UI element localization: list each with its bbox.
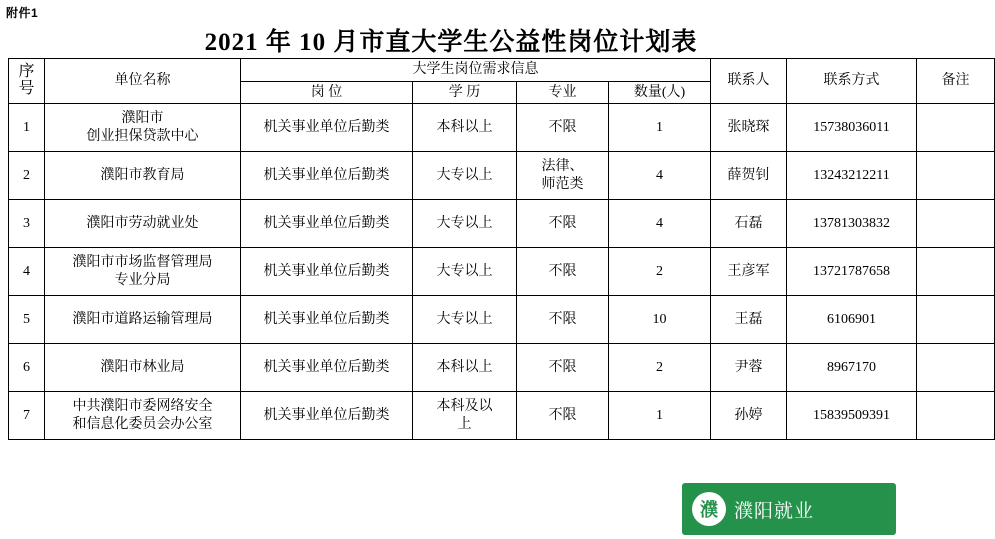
header-post: 岗 位 <box>241 81 413 104</box>
cell-education-line1: 本科及以 <box>436 399 493 414</box>
cell-contact-person: 石磊 <box>711 200 787 248</box>
header-demand-group: 大学生岗位需求信息 <box>241 59 711 82</box>
cell-unit-name-line1: 濮阳市劳动就业处 <box>86 215 199 231</box>
cell-education: 本科以上 <box>413 104 517 152</box>
cell-quantity: 10 <box>609 296 711 344</box>
cell-education: 大专以上 <box>413 200 517 248</box>
page-title: 2021 年 10 月市直大学生公益性岗位计划表 <box>204 29 698 56</box>
cell-unit-name-line2: 创业担保贷款中心 <box>86 128 199 144</box>
cell-quantity: 2 <box>609 248 711 296</box>
header-major: 专业 <box>517 81 609 104</box>
cell-major-line1: 法律、 <box>541 159 584 174</box>
cell-quantity: 4 <box>609 200 711 248</box>
cell-unit-name <box>45 104 241 152</box>
cell-seq: 7 <box>9 392 45 440</box>
cell-contact-person: 张晓琛 <box>711 104 787 152</box>
cell-post: 机关事业单位后勤类 <box>241 296 413 344</box>
cell-major: 不限 <box>517 344 609 392</box>
cell-quantity: 1 <box>609 392 711 440</box>
cell-unit-name-line1: 濮阳市市场监督管理局 <box>72 255 213 270</box>
watermark-logo-icon: 濮 <box>692 492 726 526</box>
cell-remark <box>917 392 995 440</box>
header-quantity: 数量(人) <box>609 81 711 104</box>
cell-seq: 3 <box>9 200 45 248</box>
cell-remark <box>917 104 995 152</box>
cell-unit-name-line1: 中共濮阳市委网络安全 <box>72 399 213 414</box>
cell-unit-name-line2: 和信息化委员会办公室 <box>72 416 213 432</box>
cell-unit-name-line1: 濮阳市林业局 <box>100 359 185 375</box>
table-row <box>9 344 995 392</box>
watermark-badge <box>682 483 896 535</box>
cell-contact-method: 13781303832 <box>787 200 917 248</box>
cell-unit-name-line2: 专业分局 <box>114 272 171 288</box>
header-education: 学 历 <box>413 81 517 104</box>
cell-contact-person: 王彦军 <box>711 248 787 296</box>
header-contact-person: 联系人 <box>711 59 787 104</box>
cell-major: 不限 <box>517 200 609 248</box>
cell-post: 机关事业单位后勤类 <box>241 104 413 152</box>
cell-remark <box>917 344 995 392</box>
plan-table <box>8 58 995 440</box>
table-header-row-1 <box>9 59 995 82</box>
table-row <box>9 296 995 344</box>
cell-contact-person: 王磊 <box>711 296 787 344</box>
cell-education-line2: 上 <box>457 416 472 432</box>
cell-unit-name <box>45 296 241 344</box>
cell-remark <box>917 152 995 200</box>
cell-unit-name-line1: 濮阳市教育局 <box>100 167 185 183</box>
cell-unit-name <box>45 248 241 296</box>
cell-contact-person: 薛贺钊 <box>711 152 787 200</box>
cell-contact-method: 8967170 <box>787 344 917 392</box>
cell-unit-name-line1: 濮阳市道路运输管理局 <box>72 311 213 327</box>
table-row <box>9 104 995 152</box>
header-remark: 备注 <box>917 59 995 104</box>
watermark-text: 濮阳就业 <box>734 500 815 522</box>
cell-education: 本科以上 <box>413 344 517 392</box>
cell-contact-person: 尹蓉 <box>711 344 787 392</box>
cell-seq: 5 <box>9 296 45 344</box>
cell-remark <box>917 296 995 344</box>
cell-seq: 6 <box>9 344 45 392</box>
cell-education: 大专以上 <box>413 152 517 200</box>
cell-contact-method: 13243212211 <box>787 152 917 200</box>
header-contact-method: 联系方式 <box>787 59 917 104</box>
cell-unit-name-line1: 濮阳市 <box>121 111 164 126</box>
cell-education <box>413 392 517 440</box>
cell-major: 不限 <box>517 296 609 344</box>
cell-contact-person: 孙婷 <box>711 392 787 440</box>
header-seq <box>9 59 45 104</box>
cell-post: 机关事业单位后勤类 <box>241 152 413 200</box>
cell-seq: 1 <box>9 104 45 152</box>
header-unit-name: 单位名称 <box>45 59 241 104</box>
cell-contact-method: 6106901 <box>787 296 917 344</box>
table-row <box>9 200 995 248</box>
attachment-label: 附件1 <box>6 6 39 20</box>
cell-major: 不限 <box>517 104 609 152</box>
cell-major-line2: 师范类 <box>541 176 584 192</box>
cell-major <box>517 152 609 200</box>
cell-unit-name <box>45 200 241 248</box>
cell-contact-method: 13721787658 <box>787 248 917 296</box>
header-seq-line1: 序 <box>18 63 35 81</box>
cell-post: 机关事业单位后勤类 <box>241 344 413 392</box>
cell-education: 大专以上 <box>413 296 517 344</box>
header-seq-line2: 号 <box>18 80 35 97</box>
cell-post: 机关事业单位后勤类 <box>241 248 413 296</box>
cell-education: 大专以上 <box>413 248 517 296</box>
cell-remark <box>917 248 995 296</box>
table-row <box>9 152 995 200</box>
cell-unit-name <box>45 344 241 392</box>
cell-quantity: 1 <box>609 104 711 152</box>
cell-contact-method: 15738036011 <box>787 104 917 152</box>
cell-quantity: 4 <box>609 152 711 200</box>
cell-seq: 4 <box>9 248 45 296</box>
cell-unit-name <box>45 392 241 440</box>
cell-contact-method: 15839509391 <box>787 392 917 440</box>
cell-major: 不限 <box>517 392 609 440</box>
cell-quantity: 2 <box>609 344 711 392</box>
cell-unit-name <box>45 152 241 200</box>
table-row <box>9 248 995 296</box>
cell-post: 机关事业单位后勤类 <box>241 392 413 440</box>
table-row <box>9 392 995 440</box>
cell-post: 机关事业单位后勤类 <box>241 200 413 248</box>
cell-seq: 2 <box>9 152 45 200</box>
cell-remark <box>917 200 995 248</box>
cell-major: 不限 <box>517 248 609 296</box>
